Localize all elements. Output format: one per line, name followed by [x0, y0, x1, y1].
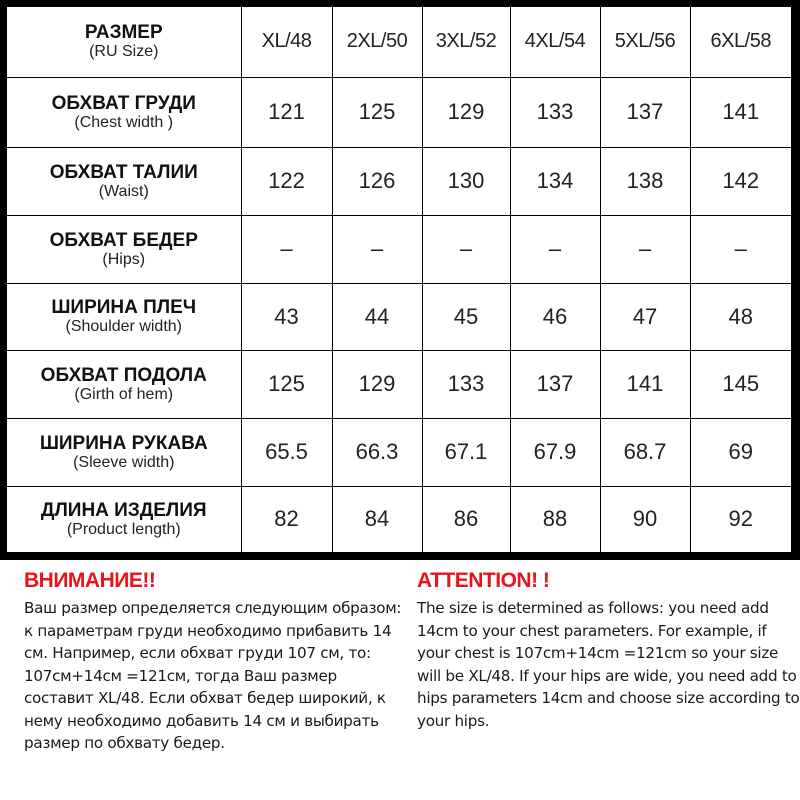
value-cell: 66.3 — [332, 418, 422, 486]
row-label-ru: ОБХВАТ ТАЛИИ — [49, 161, 198, 183]
value-cell: 126 — [332, 147, 422, 215]
note-english — [417, 565, 800, 732]
note-body-ru: Ваш размер определяется следующим образом: к параметрам груди необходимо прибавить 14 см. Например, если обхват груди 107 см, то: 107см+14см =121см, тогда Ваш размер составит XL/48. Если обхват бедер широкий, к нему необходимо добавить 14 см и выбирать размер по обхвату бедер. — [24, 599, 402, 752]
note-russian — [24, 565, 409, 755]
value-cell: 141 — [600, 350, 690, 418]
value-cell: 142 — [690, 147, 791, 215]
value-cell: 145 — [690, 350, 791, 418]
row-length — [7, 486, 791, 552]
row-label-en: (Waist) — [98, 182, 149, 200]
row-label-cell — [7, 283, 241, 350]
value-cell: – — [332, 215, 422, 283]
value-cell: 125 — [241, 350, 332, 418]
size-header-4xl: 4XL/54 — [510, 7, 600, 77]
size-header-2xl: 2XL/50 — [332, 7, 422, 77]
row-label-ru: ШИРИНА ПЛЕЧ — [51, 297, 197, 318]
value-cell: 45 — [422, 283, 510, 350]
value-cell: 47 — [600, 283, 690, 350]
row-label-cell — [7, 215, 241, 283]
value-cell: 43 — [241, 283, 332, 350]
value-cell: 46 — [510, 283, 600, 350]
value-cell: 67.1 — [422, 418, 510, 486]
value-cell: 133 — [510, 77, 600, 147]
row-label-ru: ДЛИНА ИЗДЕЛИЯ — [40, 499, 207, 521]
row-label-ru: ШИРИНА РУКАВА — [39, 432, 208, 454]
row-label-en: (Product length) — [66, 520, 181, 538]
value-cell: 133 — [422, 350, 510, 418]
value-cell: – — [510, 215, 600, 283]
value-cell: 84 — [332, 486, 422, 552]
value-cell: 82 — [241, 486, 332, 552]
row-shoulder — [7, 283, 791, 350]
header-row — [7, 7, 791, 77]
value-cell: 90 — [600, 486, 690, 552]
row-label-ru: ОБХВАТ ПОДОЛА — [40, 364, 207, 386]
row-hips — [7, 215, 791, 283]
header-label-en: (RU Size) — [89, 43, 159, 61]
value-cell: – — [422, 215, 510, 283]
value-cell: 48 — [690, 283, 791, 350]
value-cell: 129 — [332, 350, 422, 418]
row-label-en: (Shoulder width) — [65, 318, 182, 335]
note-title-en: ATTENTION! ! — [417, 569, 550, 592]
value-cell: 68.7 — [600, 418, 690, 486]
row-label-ru: ОБХВАТ ГРУДИ — [51, 92, 196, 114]
value-cell: – — [690, 215, 791, 283]
value-cell: 92 — [690, 486, 791, 552]
row-label-cell — [7, 77, 241, 147]
value-cell: 65.5 — [241, 418, 332, 486]
value-cell: – — [600, 215, 690, 283]
value-cell: 122 — [241, 147, 332, 215]
row-label-en: (Hips) — [102, 250, 146, 268]
value-cell: – — [241, 215, 332, 283]
value-cell: 141 — [690, 77, 791, 147]
row-chest — [7, 77, 791, 147]
size-header-6xl: 6XL/58 — [690, 7, 791, 77]
value-cell: 44 — [332, 283, 422, 350]
value-cell: 137 — [510, 350, 600, 418]
value-cell: 129 — [422, 77, 510, 147]
value-cell: 137 — [600, 77, 690, 147]
value-cell: 130 — [422, 147, 510, 215]
size-header-5xl: 5XL/56 — [600, 7, 690, 77]
size-header-xl: XL/48 — [241, 7, 332, 77]
size-chart-table — [7, 7, 791, 552]
value-cell: 134 — [510, 147, 600, 215]
row-hem — [7, 350, 791, 418]
row-label-ru: ОБХВАТ БЕДЕР — [49, 229, 198, 251]
row-label-cell — [7, 147, 241, 215]
row-waist — [7, 147, 791, 215]
header-label-cell — [7, 7, 241, 77]
value-cell: 125 — [332, 77, 422, 147]
value-cell: 69 — [690, 418, 791, 486]
value-cell: 88 — [510, 486, 600, 552]
value-cell: 121 — [241, 77, 332, 147]
row-label-en: (Sleeve width) — [73, 453, 175, 471]
row-sleeve — [7, 418, 791, 486]
header-label-ru: РАЗМЕР — [84, 22, 163, 44]
value-cell: 67.9 — [510, 418, 600, 486]
row-label-cell — [7, 418, 241, 486]
row-label-cell — [7, 486, 241, 552]
row-label-en: (Girth of hem) — [74, 385, 174, 403]
value-cell: 86 — [422, 486, 510, 552]
note-body-en: The size is determined as follows: you need add 14cm to your chest parameters. For example, if your chest is 107cm+14cm =121cm so your size will be XL/48. If your hips are wide, you need add to hips parameters 14cm and choose size according to your hips. — [417, 599, 800, 730]
note-title-ru: ВНИМАНИЕ!! — [24, 569, 156, 592]
size-header-3xl: 3XL/52 — [422, 7, 510, 77]
row-label-cell — [7, 350, 241, 418]
value-cell: 138 — [600, 147, 690, 215]
row-label-en: (Chest width ) — [74, 113, 174, 131]
